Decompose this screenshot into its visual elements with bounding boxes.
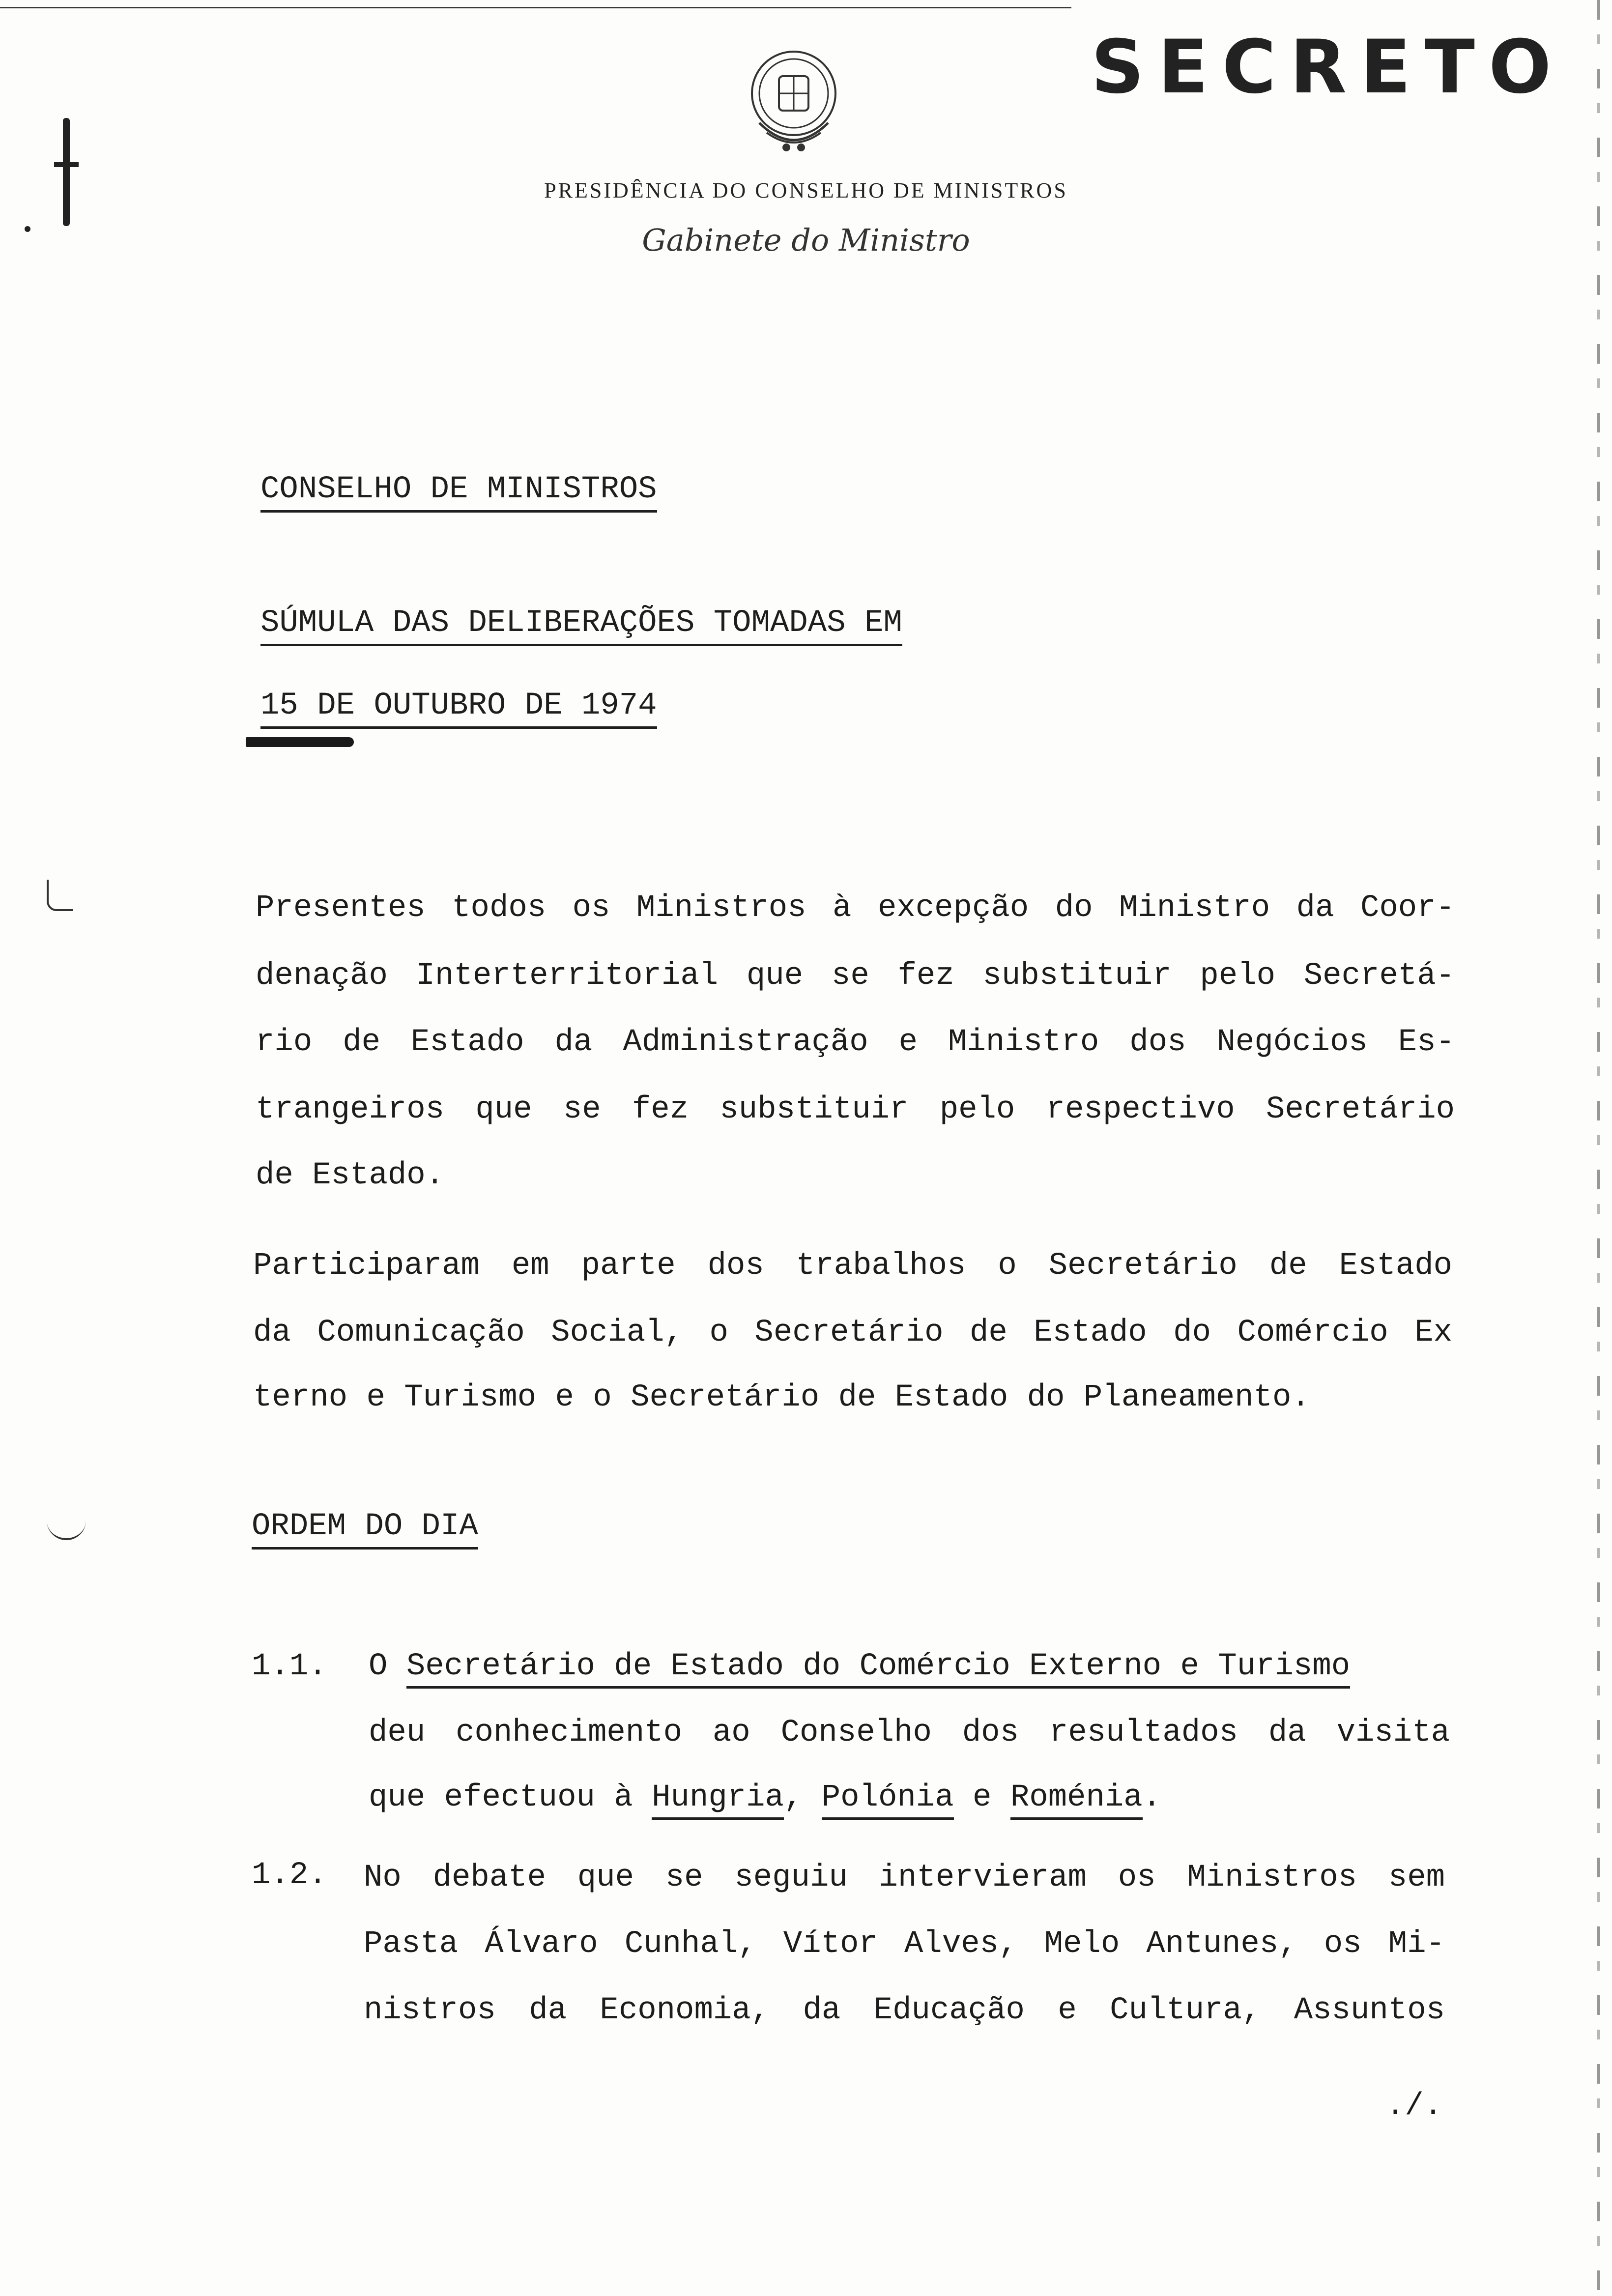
agenda-item-line: No debate que se seguiu intervieram os Ministros sem — [364, 1860, 1445, 1895]
participation-line: Participaram em parte dos trabalhos o Secretário de Estado — [253, 1248, 1452, 1284]
agenda-item-number: 1.1. — [252, 1649, 327, 1684]
agenda-item-line: Pasta Álvaro Cunhal, Vítor Alves, Melo Antunes, os Mi- — [364, 1926, 1445, 1962]
scan-edge — [1597, 0, 1600, 2296]
country-romania: Roménia — [1010, 1780, 1143, 1820]
summary-title: SÚMULA DAS DELIBERAÇÕES TOMADAS EM — [260, 605, 902, 646]
top-rule — [0, 7, 1071, 8]
continuation-mark: ./. — [1386, 2089, 1443, 2124]
meeting-date: 15 DE OUTUBRO DE 1974 — [260, 688, 657, 729]
attendance-line: de Estado. — [256, 1158, 445, 1193]
agenda-heading: ORDEM DO DIA — [252, 1509, 478, 1550]
date-underline-mark — [246, 737, 354, 747]
attendance-line: Presentes todos os Ministros à excepção do Ministro da Coor- — [256, 890, 1455, 926]
margin-bracket — [47, 880, 73, 911]
agenda-item-line: O Secretário de Estado do Comércio Externo e Turismo — [369, 1649, 1450, 1684]
attendance-line: denação Interterritorial que se fez substituir pelo Secretá- — [256, 958, 1455, 994]
agenda-item-line: deu conhecimento ao Conselho dos resultados da visita — [369, 1715, 1450, 1751]
ministry-header: PRESIDÊNCIA DO CONSELHO DE MINISTROS — [544, 178, 1068, 202]
agenda-item-number: 1.2. — [252, 1858, 327, 1893]
agenda-item-line: nistros da Economia, da Educação e Cultura, Assuntos — [364, 1993, 1445, 2028]
participation-line: terno e Turismo e o Secretário de Estado do Planeamento. — [253, 1380, 1310, 1415]
visitor-title: Secretário de Estado do Comércio Externo e Turismo — [406, 1649, 1350, 1689]
council-title: CONSELHO DE MINISTROS — [260, 472, 657, 513]
attendance-line: rio de Estado da Administração e Ministro dos Negócios Es- — [256, 1025, 1455, 1060]
margin-mark — [63, 118, 70, 226]
coat-of-arms-seal-icon — [732, 39, 855, 162]
agenda-item-line: que efectuou à Hungria, Polónia e Roménia. — [369, 1780, 1161, 1815]
classification-stamp: SECRETO — [1091, 25, 1565, 110]
attendance-line: trangeiros que se fez substituir pelo respectivo Secretário — [256, 1092, 1455, 1127]
participation-line: da Comunicação Social, o Secretário de Estado do Comércio Ex — [253, 1315, 1452, 1350]
country-poland: Polónia — [822, 1780, 954, 1820]
margin-mark — [54, 162, 79, 167]
cabinet-subtitle: Gabinete do Ministro — [642, 222, 970, 258]
country-hungary: Hungria — [652, 1780, 784, 1820]
margin-bracket — [47, 1519, 86, 1540]
